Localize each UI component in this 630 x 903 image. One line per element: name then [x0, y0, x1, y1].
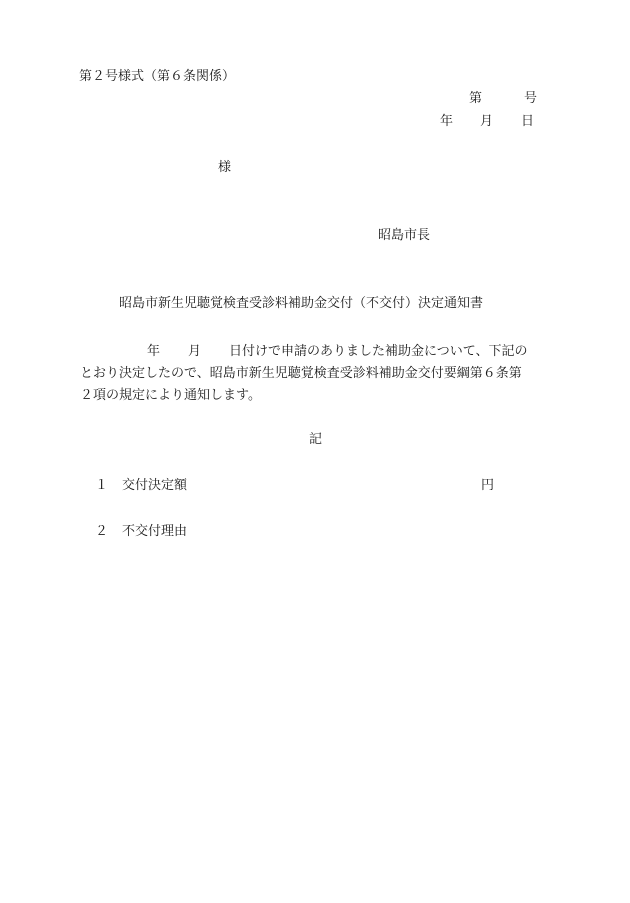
body-line-1 — [80, 341, 555, 363]
item-number: １ — [95, 478, 109, 493]
date-year-label: 年 — [440, 114, 454, 129]
date-day-label: 日 — [521, 114, 535, 129]
document-number-prefix: 第 — [469, 91, 483, 106]
item-label-rejection-reason: 不交付理由 — [122, 524, 188, 539]
body-year-label: 年 — [147, 344, 161, 359]
body-day-text: 日付けで申請のありました補助金について、下記の — [229, 344, 528, 359]
body-line-2: とおり決定したので、昭島市新生児聴覚検査受診料補助金交付要綱第６条第 — [80, 366, 522, 381]
sender-name: 昭島市長 — [378, 228, 431, 243]
item-number: ２ — [95, 524, 109, 539]
record-heading: 記 — [309, 432, 323, 447]
date-month-label: 月 — [480, 114, 494, 129]
body-month-label: 月 — [188, 344, 202, 359]
item-label-grant-amount: 交付決定額 — [122, 478, 188, 493]
body-line-3: ２項の規定により通知します。 — [80, 388, 261, 403]
form-number: 第２号様式（第６条関係） — [79, 69, 236, 84]
item-unit-yen: 円 — [481, 478, 495, 493]
addressee-honorific: 様 — [218, 160, 232, 175]
document-title: 昭島市新生児聴覚検査受診料補助金交付（不交付）決定通知書 — [119, 296, 484, 311]
body-paragraph — [80, 341, 555, 407]
document-number-suffix: 号 — [524, 91, 538, 106]
